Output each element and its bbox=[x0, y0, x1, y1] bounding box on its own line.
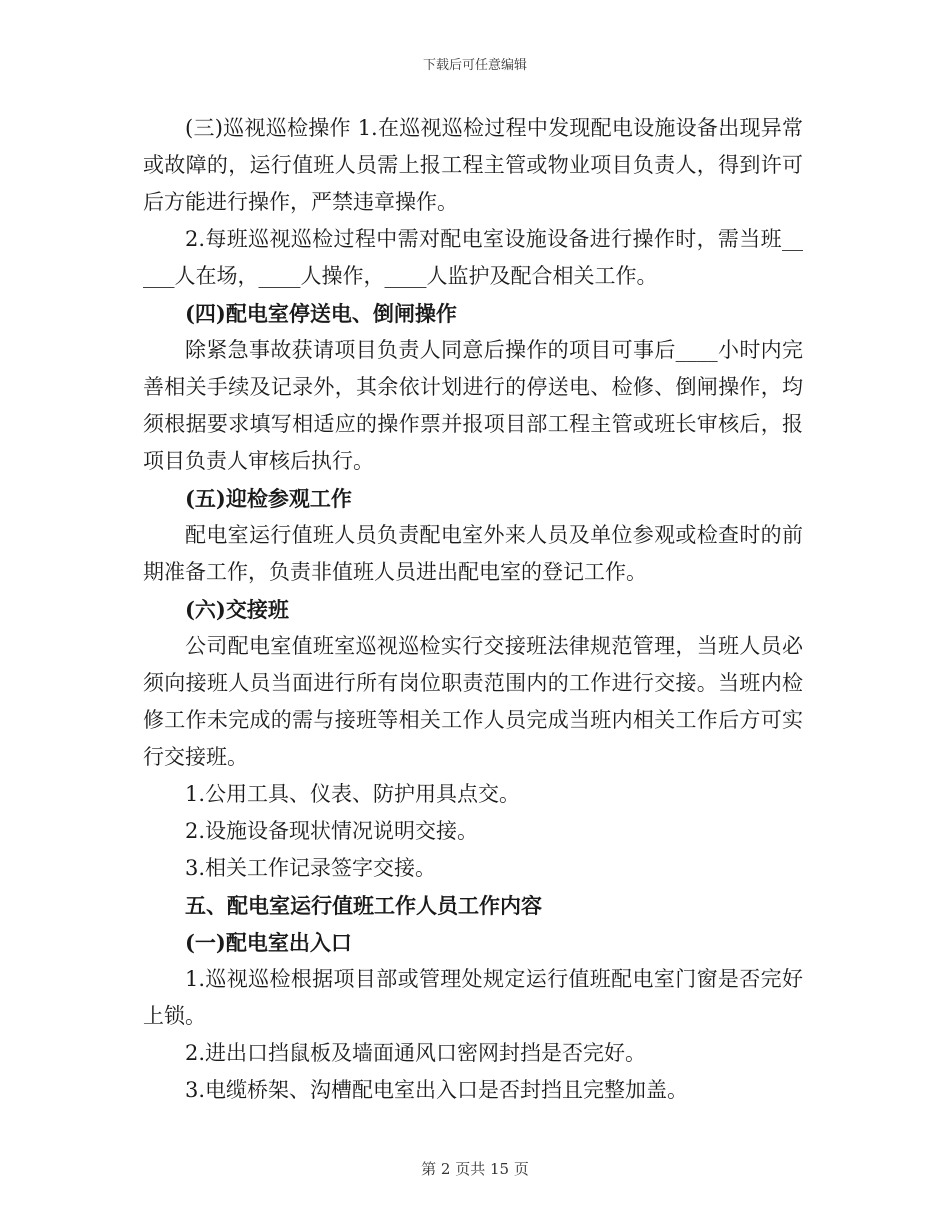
list-item: 1.巡视巡检根据项目部或管理处规定运行值班配电室门窗是否完好上锁。 bbox=[143, 967, 803, 1028]
paragraph: 配电室运行值班人员负责配电室外来人员及单位参观或检查时的前期准备工作，负责非值班人员进出配电室的登记工作。 bbox=[143, 523, 803, 584]
list-item: 1.公用工具、仪表、防护用具点交。 bbox=[185, 782, 521, 806]
document-body bbox=[143, 110, 803, 1109]
chapter-heading: 五、配电室运行值班工作人员工作内容 bbox=[185, 893, 542, 918]
list-item: 3.相关工作记录签字交接。 bbox=[185, 856, 437, 880]
paragraph: 公司配电室值班室巡视巡检实行交接班法律规范管理，当班人员必须向接班人员当面进行所有岗位职责范围内的工作进行交接。当班内检修工作未完成的需与接班等相关工作人员完成当班内相关工作后方可实行交接班。 bbox=[143, 634, 803, 769]
list-item: 2.进出口挡鼠板及墙面通风口密网封挡是否完好。 bbox=[185, 1041, 647, 1065]
page-footer: 第 2 页共 15 页 bbox=[421, 1160, 529, 1178]
list-item: 3.电缆桥架、沟槽配电室出入口是否封挡且完整加盖。 bbox=[185, 1078, 689, 1102]
list-item: 2.设施设备现状情况说明交接。 bbox=[185, 819, 479, 843]
section-heading: (五)迎检参观工作 bbox=[185, 486, 352, 511]
paragraph: (三)巡视巡检操作 1.在巡视巡检过程中发现配电设施设备出现异常或故障的，运行值班人员需上报工程主管或物业项目负责人，得到许可后方能进行操作，严禁违章操作。 bbox=[143, 116, 803, 214]
section-heading: (四)配电室停送电、倒闸操作 bbox=[185, 301, 457, 326]
section-heading: (一)配电室出入口 bbox=[185, 930, 352, 955]
page-header: 下载后可任意编辑 bbox=[422, 58, 527, 73]
paragraph: 2.每班巡视巡检过程中需对配电室设施设备进行操作时，需当班_____人在场，____人操作，____人监护及配合相关工作。 bbox=[143, 227, 803, 288]
paragraph: 除紧急事故获请项目负责人同意后操作的项目可事后____小时内完善相关手续及记录外，其余依计划进行的停送电、检修、倒闸操作，均须根据要求填写相适应的操作票并报项目部工程主管或班长审核后，报项目负责人审核后执行。 bbox=[143, 338, 803, 473]
section-heading: (六)交接班 bbox=[185, 597, 289, 622]
